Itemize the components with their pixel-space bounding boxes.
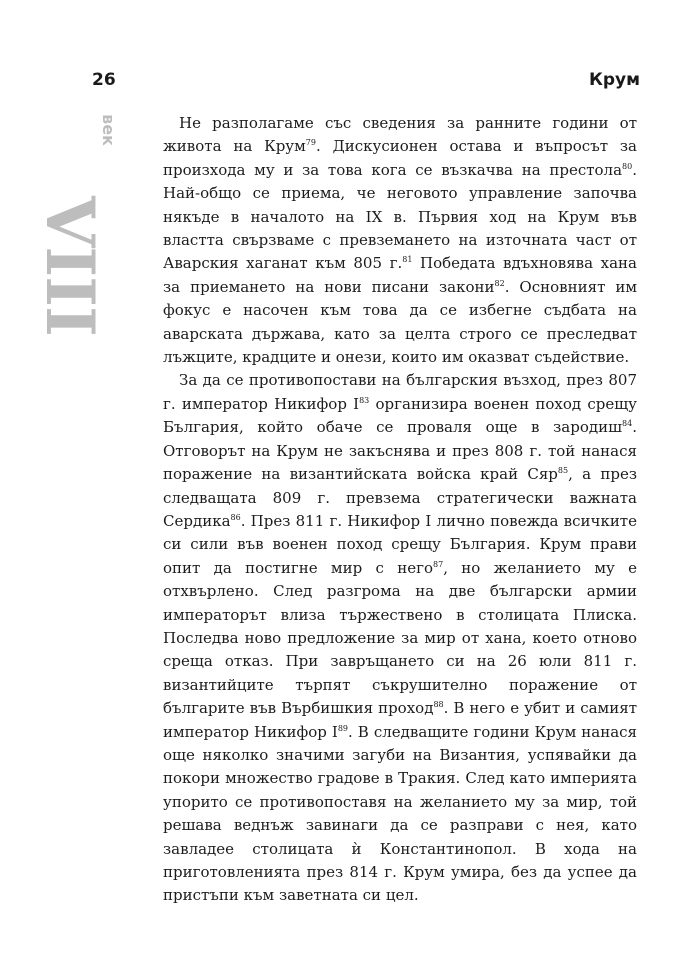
text-segment: . През 811 г. Никифор I лично повежда всичките си сили във военен поход срещу България. Крум прави опит да постигне мир с него xyxy=(163,511,637,577)
page-number: 26 xyxy=(92,70,116,90)
century-numeral: VIII xyxy=(31,196,109,336)
footnote-ref[interactable]: 87 xyxy=(433,559,444,569)
body-text xyxy=(163,112,637,908)
footnote-ref[interactable]: 86 xyxy=(230,512,241,522)
footnote-ref[interactable]: 81 xyxy=(402,255,413,265)
text-segment: организира военен поход срещу България, който обаче се проваля още в зародиш xyxy=(163,394,637,437)
text-segment: . Най-общо се приема, че неговото управление започва някъде в началото на IX в. Първия ход на Крум във властта свързваме с превземането на източната част от Аварския хаганат към 805 г. xyxy=(163,160,637,273)
footnote-ref[interactable]: 84 xyxy=(622,419,633,429)
century-word: век xyxy=(99,114,118,146)
text-segment: . Отговорът на Крум не закъснява и през 808 г. той нанася поражение на византийската войска край Сяр xyxy=(163,418,637,484)
paragraph-2 xyxy=(163,369,637,907)
footnote-ref[interactable]: 89 xyxy=(337,723,348,733)
paragraph-1 xyxy=(163,112,637,369)
footnote-ref[interactable]: 80 xyxy=(622,161,633,171)
text-segment: Не разполагаме със сведения за ранните години от живота на Крум xyxy=(163,114,637,156)
text-segment: Победата вдъхновява хана за приемането на нови писани закони xyxy=(163,254,638,296)
text-segment: , а през следващата 809 г. превзема стратегически важната Сердика xyxy=(163,465,638,530)
text-segment: . Дискусионен остава и въпросът за произхода му и за това кога се възкачва на престола xyxy=(163,137,637,179)
text-segment: , но желанието му е отхвърлено. След разгрома на две български армии императорът влиза тържествено в столицата Плиска. Последва ново предложение за мир от хана, което отново среща отказ. При завръщането си на 26 юли 811 г. византийците търпят съкрушително поражение от българите във Върбишкия проход xyxy=(163,558,638,718)
footnote-ref[interactable]: 83 xyxy=(359,395,370,405)
text-segment: . В следващите години Крум нанася още няколко значими загуби на Византия, успявайки да покори множество градове в Тракия. След като империята упорито се противопоставя на желанието му за мир, той решава веднъж завинаги да се разправи с нея, като завладее столицата ѝ Константинопол. В хода на приготовленията през 814 г. Крум умира, без да успее да пристъпи към заветната си цел. xyxy=(163,722,637,905)
text-segment: За да се противопостави на българския възход, през 807 г. император Никифор I xyxy=(163,371,637,413)
running-title: Крум xyxy=(588,70,640,90)
footnote-ref[interactable]: 85 xyxy=(557,466,569,476)
footnote-ref[interactable]: 79 xyxy=(305,138,316,148)
footnote-ref[interactable]: 82 xyxy=(494,278,505,288)
text-segment: . Основният им фокус е насочен към това да се избегне съдбата на аварската държава, като за целта строго се преследват лъжците, крадците и онези, които им оказват съдействие. xyxy=(163,277,637,367)
footnote-ref[interactable]: 88 xyxy=(433,700,444,710)
text-segment: . В него е убит и самият император Никифор I xyxy=(163,699,637,741)
